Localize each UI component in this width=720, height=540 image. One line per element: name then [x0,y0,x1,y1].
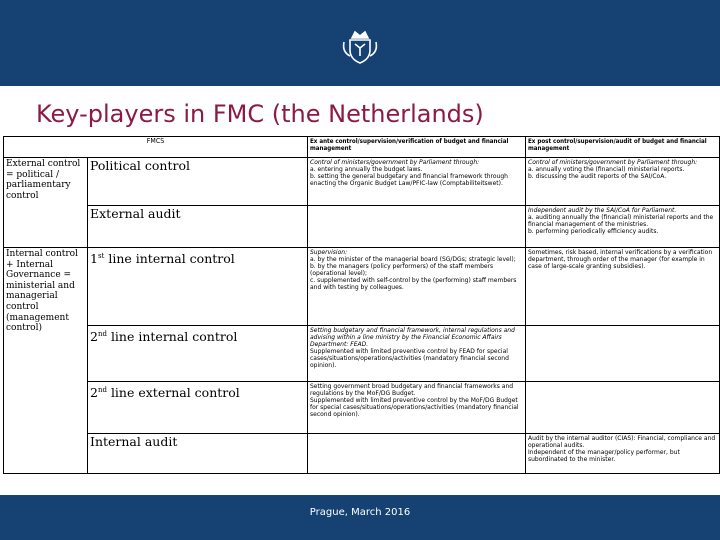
table-row [4,326,720,382]
header-ex-ante: Ex ante control/supervision/verification of budget and financial management [308,137,526,158]
header-ex-post: Ex post control/supervision/audit of budget and financial management [526,137,720,158]
footer-bar [0,495,720,540]
second-line-external-control: 2nd line external control [88,382,308,434]
internal-audit-label: Internal audit [88,434,308,474]
second-line-ex-ante: Setting budgetary and financial framework, internal regulations and advising within a line ministry by the Financial Economic Affairs Department: FEAD. Supplemented with limited preventive control by FEAD for special cases/situations/operations/activities (mandatory financial second opinion). [308,326,526,382]
external-audit-ex-ante [308,206,526,248]
table-row [4,382,720,434]
header-bar [0,0,720,86]
first-line-ex-ante: Supervision: a. by the minister of the managerial board (SG/DGs; strategic level); b. by the managers (policy performers) of the staff members (operational level); c. supplemented with self-control by the (performing) staff members and with testing by colleagues. [308,248,526,326]
footer-text: Prague, March 2016 [309,507,411,518]
table-row [4,434,720,474]
category-internal-control: Internal control + Internal Governance = ministerial and managerial control (management control) [4,248,88,474]
table-header-row [4,137,720,158]
category-external-control: External control = political / parliamentary control [4,158,88,248]
external-audit-label: External audit [88,206,308,248]
internal-audit-ex-ante [308,434,526,474]
fmc-table [3,136,720,474]
table-row [4,158,720,206]
slide-title: Key-players in FMC (the Netherlands) [36,100,484,128]
table-row [4,248,720,326]
external-audit-ex-post: Independent audit by the SAI/CoA for Parliament. a. auditing annually the (financial) ministerial reports and the financial management of the ministries. b. performing periodically efficiency audits. [526,206,720,248]
table-row [4,206,720,248]
coat-of-arms-icon [340,26,380,66]
second-line-internal-control: 2nd line internal control [88,326,308,382]
political-control-label: Political control [88,158,308,206]
internal-audit-ex-post: Audit by the internal auditor (CIAS): Financial, compliance and operational audits. Independent of the manager/policy performer, but subordinated to the minister. [526,434,720,474]
first-line-internal-control: 1st line internal control [88,248,308,326]
header-fmcs: FMCS [4,137,308,158]
political-ex-ante: Control of ministers/government by Parliament through: a. entering annually the budget laws. b. setting the general budgetary and financial framework through enacting the Organic Budget Law/PFIC-law (Comptabiliteitswet). [308,158,526,206]
second-line-ex-post [526,326,720,382]
second-line-external-ex-ante: Setting government broad budgetary and financial frameworks and regulations by the MoF/DG Budget. Supplemented with limited preventive control by the MoF/DG Budget for special cases/situations/operations/activities (mandatory financial second opinion). [308,382,526,434]
political-ex-post: Control of ministers/government by Parliament through: a. annually voting the (financial) ministerial reports. b. discussing the audit reports of the SAI/CoA. [526,158,720,206]
first-line-ex-post: Sometimes, risk based, internal verifications by a verification department, through order of the manager (for example in case of large-scale granting subsidies). [526,248,720,326]
second-line-external-ex-post [526,382,720,434]
